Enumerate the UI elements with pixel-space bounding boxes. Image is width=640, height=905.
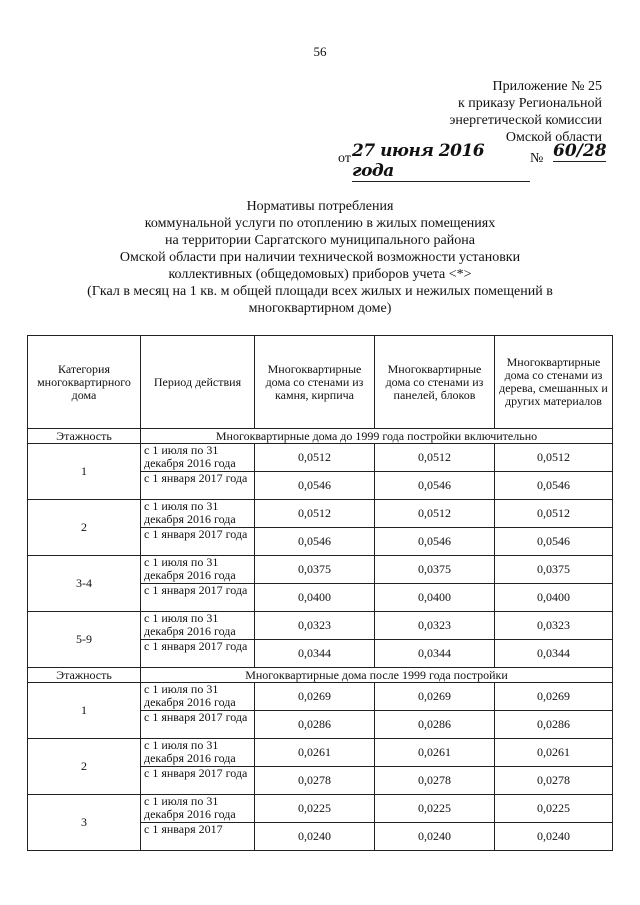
- title-line: на территории Саргатского муниципального района: [165, 233, 475, 248]
- document-title: [40, 198, 600, 317]
- table-row: [28, 795, 613, 823]
- stone-brick-value: 0,0546: [255, 472, 375, 500]
- period-cell: с 1 января 2017 года: [141, 472, 255, 500]
- panel-block-value: 0,0269: [375, 683, 495, 711]
- panel-block-value: 0,0278: [375, 767, 495, 795]
- table-header-row: [28, 336, 613, 429]
- wood-mixed-value: 0,0240: [495, 823, 613, 851]
- floor-category: 3: [28, 795, 141, 851]
- handwritten-number: 60/28: [553, 141, 607, 161]
- norms-table: [27, 335, 613, 851]
- period-cell: с 1 января 2017 года: [141, 711, 255, 739]
- period-cell: с 1 июля по 31 декабря 2016 года: [141, 556, 255, 584]
- wood-mixed-value: 0,0375: [495, 556, 613, 584]
- period-cell: с 1 июля по 31 декабря 2016 года: [141, 444, 255, 472]
- ot-label: от: [338, 151, 351, 166]
- title-line: коллективных (общедомовых) приборов учета <*>: [168, 267, 472, 282]
- period-cell: с 1 июля по 31 декабря 2016 года: [141, 500, 255, 528]
- wood-mixed-value: 0,0269: [495, 683, 613, 711]
- panel-block-value: 0,0286: [375, 711, 495, 739]
- floor-category: 5-9: [28, 612, 141, 668]
- appendix-line: энергетической комиссии: [449, 113, 602, 128]
- floor-category: 3-4: [28, 556, 141, 612]
- floor-category: 2: [28, 739, 141, 795]
- appendix-line: Омской области: [505, 130, 602, 145]
- period-cell: с 1 января 2017 года: [141, 528, 255, 556]
- header-wood-mixed: Многоквартирные дома со стенами из дерева, смешанных и других материалов: [495, 336, 613, 429]
- wood-mixed-value: 0,0344: [495, 640, 613, 668]
- table-row: [28, 444, 613, 472]
- wood-mixed-value: 0,0400: [495, 584, 613, 612]
- panel-block-value: 0,0546: [375, 528, 495, 556]
- appendix-block: [449, 78, 602, 146]
- table-row: [28, 683, 613, 711]
- wood-mixed-value: 0,0512: [495, 500, 613, 528]
- wood-mixed-value: 0,0225: [495, 795, 613, 823]
- header-period: Период действия: [141, 336, 255, 429]
- period-cell: с 1 июля по 31 декабря 2016 года: [141, 739, 255, 767]
- title-line: (Гкал в месяц на 1 кв. м общей площади всех жилых и нежилых помещений в: [87, 284, 553, 299]
- appendix-line: к приказу Региональной: [457, 96, 602, 111]
- panel-block-value: 0,0375: [375, 556, 495, 584]
- floor-category: 2: [28, 500, 141, 556]
- panel-block-value: 0,0240: [375, 823, 495, 851]
- wood-mixed-value: 0,0546: [495, 472, 613, 500]
- group-title: Многоквартирные дома после 1999 года постройки: [141, 668, 613, 683]
- wood-mixed-value: 0,0261: [495, 739, 613, 767]
- appendix-line: Приложение № 25: [492, 79, 602, 94]
- stone-brick-value: 0,0375: [255, 556, 375, 584]
- period-cell: с 1 июля по 31 декабря 2016 года: [141, 683, 255, 711]
- handwritten-date: 27 июня 2016 года: [352, 141, 530, 182]
- period-cell: с 1 июля по 31 декабря 2016 года: [141, 795, 255, 823]
- header-category: Категория многоквартирного дома: [28, 336, 141, 429]
- panel-block-value: 0,0323: [375, 612, 495, 640]
- header-panel-block: Многоквартирные дома со стенами из панелей, блоков: [375, 336, 495, 429]
- period-cell: с 1 января 2017 года: [141, 767, 255, 795]
- table-row: [28, 739, 613, 767]
- table-row: [28, 556, 613, 584]
- stone-brick-value: 0,0400: [255, 584, 375, 612]
- stone-brick-value: 0,0286: [255, 711, 375, 739]
- stone-brick-value: 0,0240: [255, 823, 375, 851]
- stone-brick-value: 0,0512: [255, 444, 375, 472]
- number-label: №: [530, 151, 544, 166]
- stone-brick-value: 0,0546: [255, 528, 375, 556]
- title-line: Нормативы потребления: [246, 199, 394, 214]
- title-line: коммунальной услуги по отоплению в жилых помещениях: [144, 216, 496, 231]
- stone-brick-value: 0,0344: [255, 640, 375, 668]
- stone-brick-value: 0,0269: [255, 683, 375, 711]
- table-row: [28, 612, 613, 640]
- order-date-line: [338, 141, 607, 181]
- wood-mixed-value: 0,0512: [495, 444, 613, 472]
- stone-brick-value: 0,0225: [255, 795, 375, 823]
- wood-mixed-value: 0,0323: [495, 612, 613, 640]
- stone-brick-value: 0,0261: [255, 739, 375, 767]
- panel-block-value: 0,0400: [375, 584, 495, 612]
- floor-category: 1: [28, 683, 141, 739]
- wood-mixed-value: 0,0286: [495, 711, 613, 739]
- panel-block-value: 0,0344: [375, 640, 495, 668]
- panel-block-value: 0,0261: [375, 739, 495, 767]
- table-row: [28, 500, 613, 528]
- panel-block-value: 0,0512: [375, 444, 495, 472]
- page-number: 56: [313, 44, 327, 59]
- group-header-row: [28, 429, 613, 444]
- period-cell: с 1 января 2017 года: [141, 640, 255, 668]
- wood-mixed-value: 0,0278: [495, 767, 613, 795]
- floor-category: 1: [28, 444, 141, 500]
- stone-brick-value: 0,0278: [255, 767, 375, 795]
- title-line: Омской области при наличии технической возможности установки: [119, 250, 521, 265]
- period-cell: с 1 января 2017 года: [141, 584, 255, 612]
- group-header-row: [28, 668, 613, 683]
- wood-mixed-value: 0,0546: [495, 528, 613, 556]
- panel-block-value: 0,0512: [375, 500, 495, 528]
- group-label-floors: Этажность: [28, 668, 141, 683]
- panel-block-value: 0,0225: [375, 795, 495, 823]
- period-cell: с 1 января 2017: [141, 823, 255, 851]
- title-line: многоквартирном доме): [248, 301, 392, 316]
- stone-brick-value: 0,0323: [255, 612, 375, 640]
- panel-block-value: 0,0546: [375, 472, 495, 500]
- group-label-floors: Этажность: [28, 429, 141, 444]
- group-title: Многоквартирные дома до 1999 года постройки включительно: [141, 429, 613, 444]
- period-cell: с 1 июля по 31 декабря 2016 года: [141, 612, 255, 640]
- stone-brick-value: 0,0512: [255, 500, 375, 528]
- header-stone-brick: Многоквартирные дома со стенами из камня, кирпича: [255, 336, 375, 429]
